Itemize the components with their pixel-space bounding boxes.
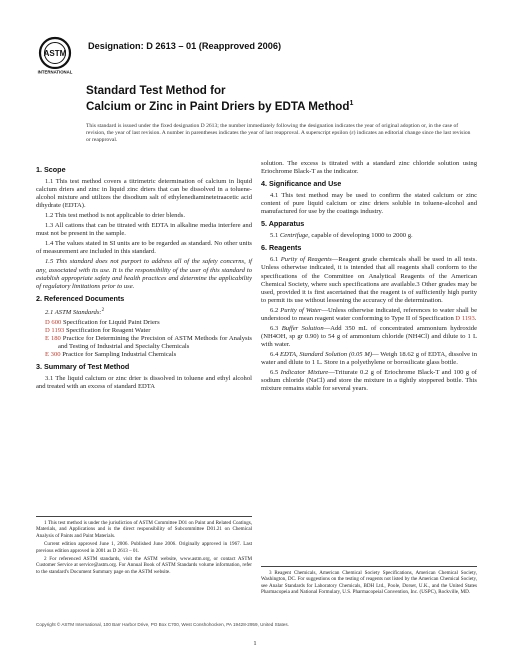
footnote-1: 1 This test method is under the jurisdiction of ASTM Committee D01 on Paint and Related Coatings, Materials, and Applications and is the direct responsibility of Subcommittee D01.21 on Chemical Analysis of Paints and Paint Materials. [36, 520, 252, 539]
apparatus-5-1: 5.1 Centrifuge, capable of developing 1000 to 2000 g. [270, 232, 413, 240]
astm-logo-icon [36, 36, 74, 76]
designation: Designation: D 2613 – 01 (Reapproved 2006) [88, 41, 282, 51]
title-line-2 [86, 97, 416, 113]
astm-logo [36, 36, 74, 76]
footnotes-right [261, 566, 477, 598]
scope-heading: 1. Scope [36, 165, 66, 174]
astm-standards-label: 2.1 ASTM Standards:$^2$ [45, 307, 105, 316]
reagents-6-4: 6.4 EDTA, Standard Solution (0.05 M)— Weigh 18.62 g of EDTA, dissolve in water and dilute to 1 L. Store in a polyethylene or borosilicate glass bottle. [261, 350, 478, 366]
title-text: Calcium or Zinc in Paint Driers by EDTA Method [86, 99, 350, 113]
reference-item: E 180 Practice for Determining the Precision of ASTM Methods for Analysis and Testing of Industrial and Specialty Chemicals [45, 335, 252, 351]
referenced-heading: 2. Referenced Documents [36, 293, 125, 303]
footnotes-left [36, 516, 252, 577]
apparatus-heading: 5. Apparatus [261, 219, 305, 229]
reagents-6-2: 6.2 Purity of Water—Unless otherwise indicated, references to water shall be understood to mean reagent water conforming to Type II of Specification D 1193. [261, 306, 477, 322]
reference-link[interactable]: D 1193 [455, 314, 475, 322]
reference-link[interactable]: E 300 [45, 351, 61, 359]
summary-3-1: 3.1 The liquid calcium or zinc drier is dissolved in toluene and ethyl alcohol and treated with an excess of standard EDTA [36, 375, 252, 391]
scope-1-5: 1.5 This standard does not purport to address all of the safety concerns, if any, associated with its use. It is the responsibility of the user of this standard to establish appropriate safety and health practices and determine the applicability of regulatory limitations prior to use. [36, 258, 252, 290]
page-number: 1 [253, 640, 257, 647]
reference-link[interactable]: D 600 [45, 318, 62, 326]
reference-item: D 600 Specification for Liquid Paint Driers [45, 318, 160, 326]
scope-1-4: 1.4 The values stated in SI units are to be regarded as standard. No other units of measurement are included in this standard. [36, 240, 252, 256]
scope-1-2: 1.2 This test method is not applicable to drier blends. [45, 212, 185, 220]
footnote-1-edition: Current edition approved June 1, 2006. Published June 2006. Originally approved in 1967. Last previous edition approved in 2001 as D 2613 – 01. [36, 541, 252, 554]
title-line-1: Standard Test Method for [86, 84, 226, 97]
reference-link[interactable]: E 180 [45, 335, 61, 343]
footnote-3: 3 Reagent Chemicals, American Chemical Society Specifications, American Chemical Society, Washington, DC. For suggestions on the testing of reagents not listed by the American Chemical Society, see Analar Standards for Laboratory Chemicals, BDH Ltd., Poole, Dorset, U.K., and the United States Pharmacopeia and National Formulary, U.S. Pharmacopeial Convention, Inc. (USPC), Rockville, MD. [261, 570, 477, 596]
svg-text:ASTM: ASTM [43, 49, 67, 58]
reagents-6-5: 6.5 Indicator Mixture—Triturate 0.2 g of Eriochrome Black-T and 100 g of sodium chloride (NaCl) and store the mixture in a tightly stoppered bottle. This mixture remains stable for several years. [261, 369, 477, 393]
reagents-heading: 6. Reagents [261, 243, 302, 253]
title-footnote-mark: 1 [349, 100, 354, 107]
reagents-6-1: 6.1 Purity of Reagents—Reagent grade chemicals shall be used in all tests. Unless otherwise indicated, it is intended that all reagents shall conform to the specifications of the Committee on Analytical Reagents of the American Chemical Society, where such specifications are available.3 Other grades may be used, provided it is first ascertained that the reagent is of sufficiently high purity to permit its use without lessening the accuracy of the determination. [261, 256, 477, 304]
significance-4-1: 4.1 This test method may be used to confirm the stated calcium or zinc content of pure liquid calcium or zinc driers soluble in toluene-alcohol and manufactured for use by the coatings industry. [261, 192, 477, 216]
copyright-notice: Copyright © ASTM International, 100 Barr Harbor Drive, PO Box C700, West Conshohocken, PA 19428-2959, United States. [36, 622, 289, 627]
scope-1-3: 1.3 All cations that can be titrated with EDTA in alkaline media interfere and must not be present in the sample. [36, 222, 252, 238]
right-column [261, 160, 477, 395]
summary-3-1-continued: solution. The excess is titrated with a standard zinc chloride solution using Eriochrome Black-T as the indicator. [261, 160, 477, 176]
reference-list [36, 319, 252, 359]
significance-heading: 4. Significance and Use [261, 179, 342, 189]
summary-heading: 3. Summary of Test Method [36, 362, 130, 372]
reagents-6-3: 6.3 Buffer Solution—Add 350 mL of concentrated ammonium hydroxide (NH4OH, sp gr 0.90) to 54 g of ammonium chloride (NH4Cl) and dilute to 1 L with water. [261, 324, 478, 348]
reference-item: E 300 Practice for Sampling Industrial Chemicals [45, 351, 177, 359]
reference-item: D 1193 Specification for Reagent Water [45, 326, 151, 334]
footnote-2: 2 For referenced ASTM standards, visit the ASTM website, www.astm.org, or contact ASTM Customer Service at service@astm.org. For Annual Book of ASTM Standards volume information, refer to the standard's Document Summary page on the ASTM website. [36, 556, 252, 575]
document-title [86, 84, 416, 113]
left-column [36, 162, 252, 393]
scope-1-1: 1.1 This test method covers a titrimetric determination of calcium in liquid calcium driers and zinc in liquid zinc driers that can be dissolved in a toluene-alcohol mixture and utilizes the disodium salt of ethylenediaminetetraacetic acid dihydrate (EDTA). [36, 178, 252, 210]
standard-note: This standard is issued under the fixed designation D 2613; the number immediately following the designation indicates the year of original adoption or, in the case of revision, the year of last revision. A number in parentheses indicates the year of last reapproval. A superscript epsilon (ε) indicates an editorial change since the last revision or reapproval. [86, 123, 471, 143]
reference-link[interactable]: D 1193 [45, 326, 65, 334]
svg-text:INTERNATIONAL: INTERNATIONAL [37, 69, 73, 75]
